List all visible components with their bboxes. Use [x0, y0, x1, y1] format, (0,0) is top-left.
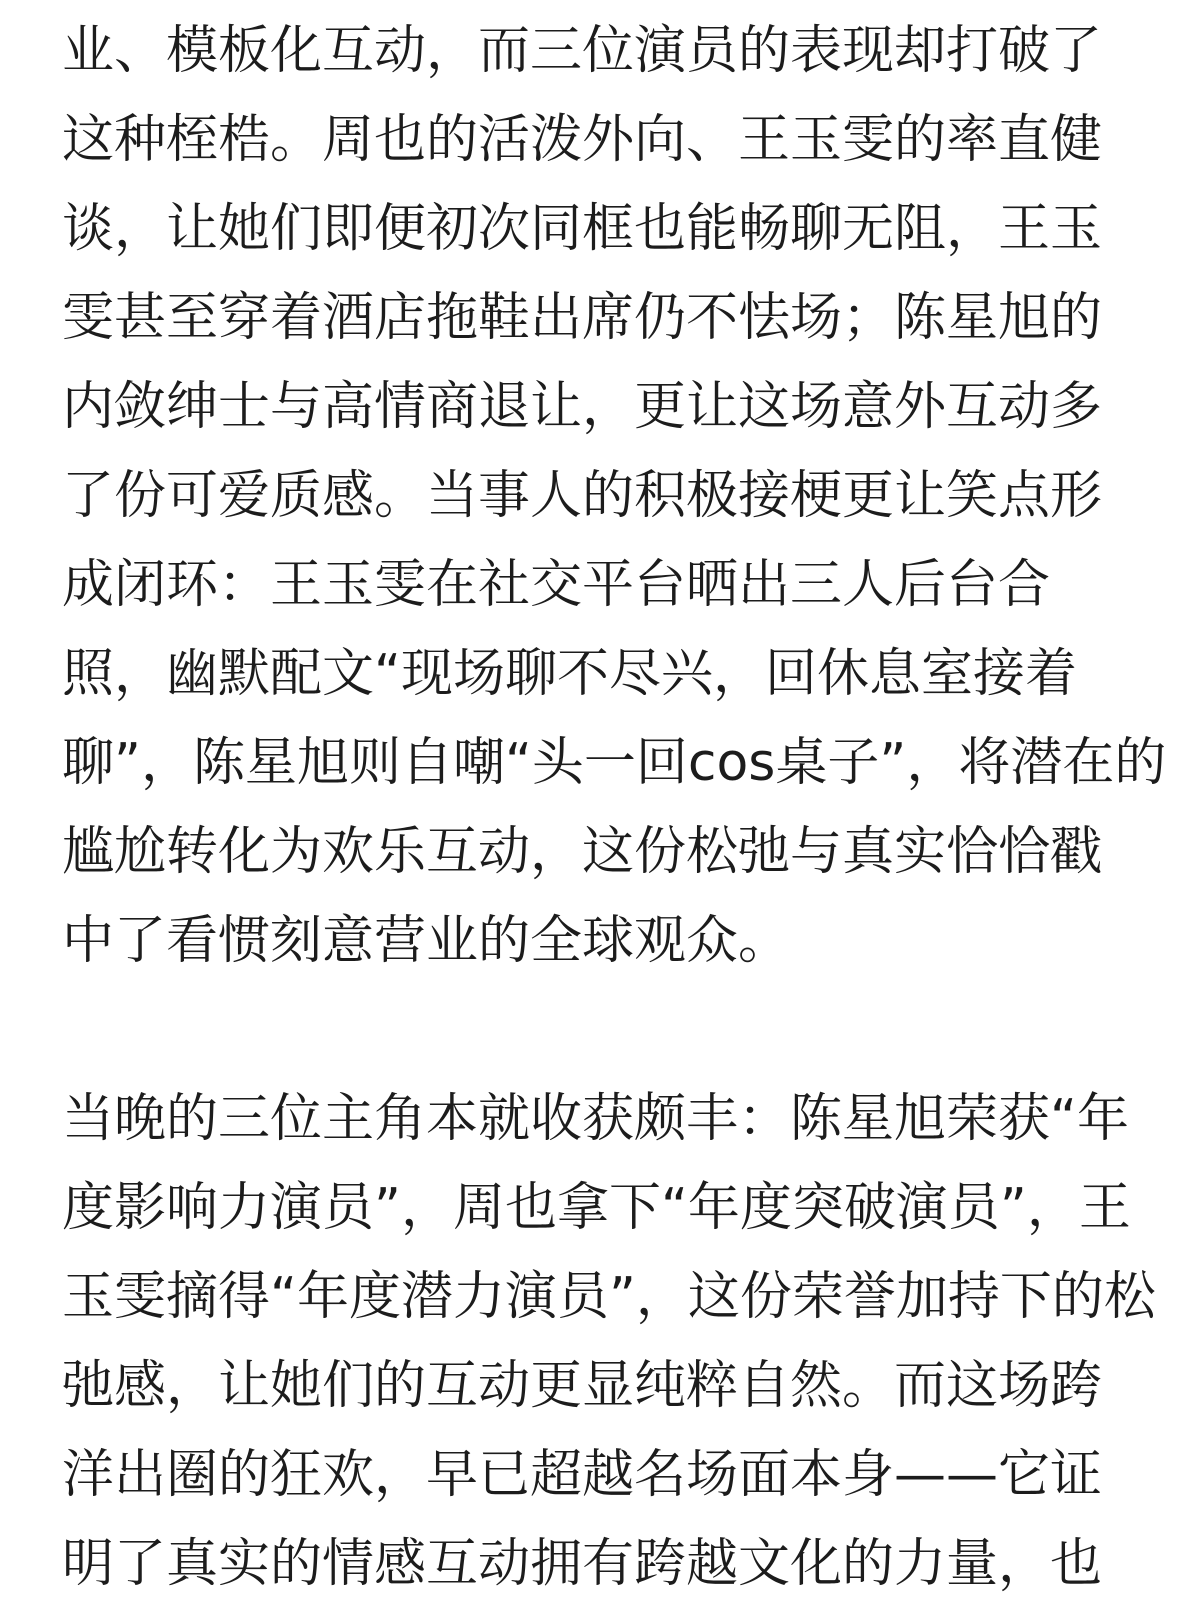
text-line: 中了看惯刻意营业的全球观众。	[62, 911, 791, 971]
text-line: 弛感，让她们的互动更显纯粹自然。而这场跨	[62, 1356, 1103, 1416]
text-line: 明了真实的情感互动拥有跨越文化的力量，也	[62, 1534, 1103, 1594]
text-line: 尴尬转化为欢乐互动，这份松弛与真实恰恰戳	[62, 822, 1103, 882]
text-line: 度影响力演员”，周也拿下“年度突破演员”，王	[62, 1178, 1131, 1238]
text-line: 了份可爱质感。当事人的积极接梗更让笑点形	[62, 466, 1103, 526]
text-line: 玉雯摘得“年度潜力演员”，这份荣誉加持下的松	[62, 1267, 1156, 1327]
article-body	[62, 7, 1167, 1609]
paragraph-1	[62, 7, 1167, 986]
text-line: 成闭环：王玉雯在社交平台晒出三人后台合	[62, 555, 1051, 615]
paragraph-spacer	[62, 986, 1122, 1075]
text-line: 内敛绅士与高情商退让，更让这场意外互动多	[62, 377, 1103, 437]
text-line: 聊”，陈星旭则自嘲“头一回cos桌子”，将潜在的	[62, 733, 1167, 793]
paragraph-2	[62, 1075, 1156, 1609]
text-line: 谈，让她们即便初次同框也能畅聊无阻，王玉	[62, 199, 1103, 259]
text-line: 这种桎梏。周也的活泼外向、王玉雯的率直健	[62, 110, 1103, 170]
text-line: 业、模板化互动，而三位演员的表现却打破了	[62, 21, 1103, 81]
text-line: 雯甚至穿着酒店拖鞋出席仍不怯场；陈星旭的	[62, 288, 1103, 348]
text-line: 照，幽默配文“现场聊不尽兴，回休息室接着	[62, 644, 1077, 704]
text-line: 洋出圈的狂欢，早已超越名场面本身——它证	[62, 1445, 1103, 1505]
text-line: 当晚的三位主角本就收获颇丰：陈星旭荣获“年	[62, 1089, 1129, 1149]
